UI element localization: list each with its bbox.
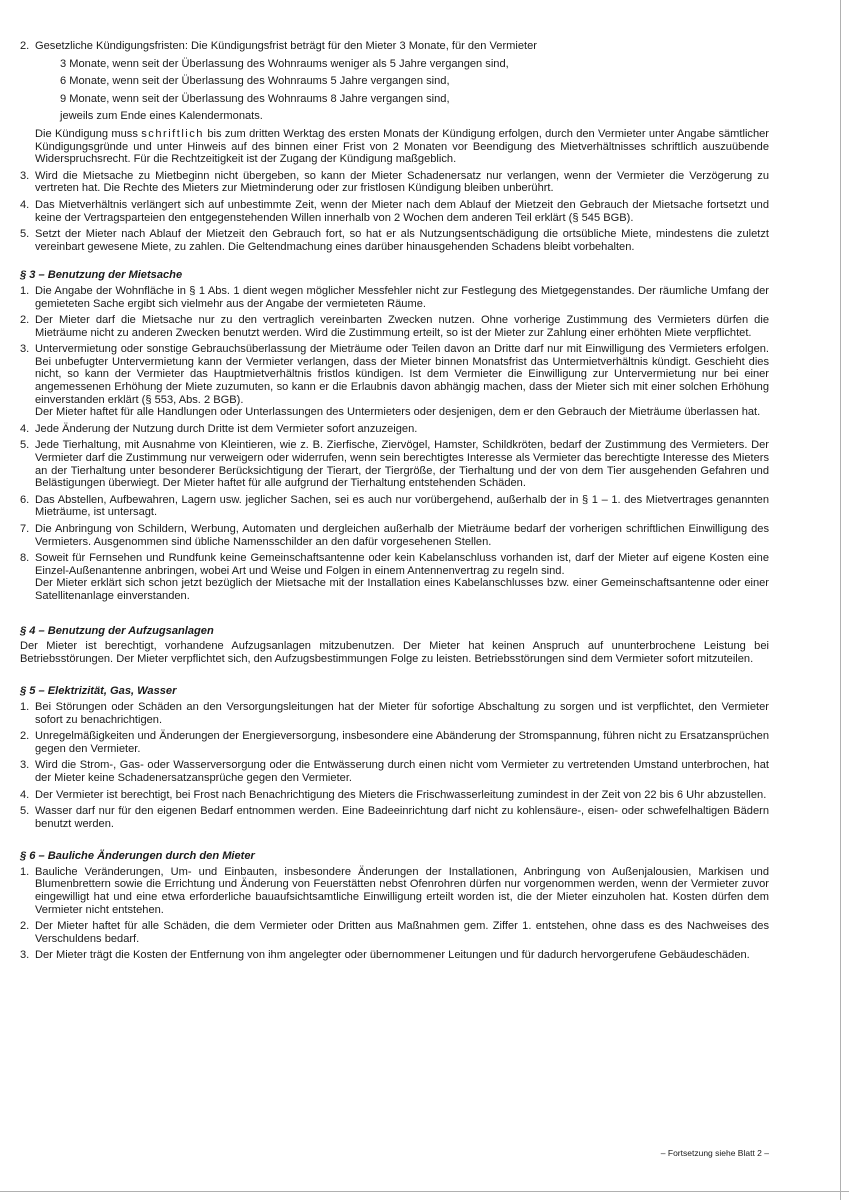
notice-period-line: 9 Monate, wenn seit der Überlassung des Wohnraums 8 Jahre vergangen sind, — [60, 92, 450, 105]
item-number: 4. — [20, 198, 30, 211]
text-part: Die Kündigung muss — [35, 127, 138, 140]
item-number: 1. — [20, 700, 30, 713]
item-text: Der Vermieter ist berechtigt, bei Frost nach Benachrichtigung des Mieters die Frischwasserleitung zumindest in der Zeit von 22 bis 6 Uhr abzustellen. — [35, 788, 767, 801]
item-text: Soweit für Fernsehen und Rundfunk keine Gemeinschaftsantenne oder kein Kabelanschluss vorhanden ist, darf der Mieter auf eigene Kosten eine Einzel-Außenantenne anbringen, wobei Art und Weise und Folgen in einem Antennenvertrag zu regeln sind. — [35, 552, 769, 577]
item-number: 2. — [20, 40, 30, 52]
item-text: Die Angabe der Wohnfläche in § 1 Abs. 1 dient wegen möglicher Messfehler nicht zur Festlegung des Mietgegenstandes. Der räumliche Umfang der gemieteten Sache ergibt sich vielmehr aus der Angabe der vermieteten Räume. — [35, 284, 769, 310]
emphasis-word: schriftlich — [141, 127, 204, 140]
s2-item-2 — [20, 40, 769, 166]
s2-item-2-intro: Gesetzliche Kündigungsfristen: Die Kündigungsfrist beträgt für den Mieter 3 Monate, für den Vermieter — [35, 40, 537, 52]
item-text: Die Anbringung von Schildern, Werbung, Automaten und dergleichen außerhalb der Mieträume bedarf der vorherigen schriftlichen Einwilligung des Vermieters. Ausgenommen sind übliche Namensschilder an den dafür vorgesehenen Stellen. — [35, 523, 769, 548]
section-heading-3: § 3 – Benutzung der Mietsache — [20, 269, 183, 282]
notice-period-line: jeweils zum Ende eines Kalendermonats. — [60, 110, 263, 123]
s6-item-3 — [20, 949, 769, 962]
item-text: Wird die Mietsache zu Mietbeginn nicht übergeben, so kann der Mieter Schadenersatz nur verlangen, wenn der Vermieter die Verzögerung zu vertreten hat. Die Rechte des Mieters zur Mietminderung oder zur fristlosen Kündigung bleiben unberührt. — [35, 169, 769, 195]
item-number: 2. — [20, 314, 30, 327]
item-text: Der Mieter darf die Mietsache nur zu den vertraglich vereinbarten Zwecken nutzen. Ohne vorherige Zustimmung des Vermieters dürfen die Mieträume nicht zu anderen Zwecken benutzt werden. Wird die Zustimmung erteilt, so ist der Mieter zur Zahlung einer erhöhten Miete verpflichtet. — [35, 314, 769, 339]
termination-form-paragraph — [35, 128, 769, 166]
s2-item-5 — [20, 228, 769, 253]
item-number: 3. — [20, 759, 30, 772]
item-number: 3. — [20, 169, 30, 182]
notice-period-line: 6 Monate, wenn seit der Überlassung des Wohnraums 5 Jahre vergangen sind, — [60, 75, 450, 88]
s5-item-4 — [20, 789, 769, 802]
item-text: Untervermietung oder sonstige Gebrauchsüberlassung der Mieträume oder Teilen davon an Dritte darf nur mit Einwilligung des Vermieters erfolgen. Bei unbefugter Untervermietung kann der Vermieter verlangen, dass der Mieter binnen Monatsfrist das Untermietverhältnis kündigt. Geschieht dies nicht, so kann der Vermieter das Hauptmietverhältnis fristlos kündigen. Ist dem Vermieter die Einwilligung zur Untervermietung nur bei einer angemessenen Erhöhung der Miete zuzumuten, so kann er die Erlaubnis davon abhängig machen, dass der Mieter sich mit einer solchen Erhöhung einverstanden erklärt (§ 553, Abs. 2 BGB). — [35, 343, 769, 406]
item-number: 2. — [20, 730, 30, 743]
item-number: 6. — [20, 493, 30, 506]
item-text: Wasser darf nur für den eigenen Bedarf entnommen werden. Eine Badeeinrichtung darf nicht zu kohlensäure-, eisen- oder schwefelhaltigen Bädern benutzt werden. — [35, 805, 769, 830]
contract-page — [20, 40, 769, 966]
section-heading-5: § 5 – Elektrizität, Gas, Wasser — [20, 685, 177, 698]
s5-item-5 — [20, 805, 769, 830]
item-number: 7. — [20, 523, 30, 535]
item-number: 5. — [20, 805, 30, 818]
notice-period-line: 3 Monate, wenn seit der Überlassung des Wohnraums weniger als 5 Jahre vergangen sind, — [60, 57, 509, 70]
item-number: 4. — [20, 422, 30, 435]
item-text: Bei Störungen oder Schäden an den Versorgungsleitungen hat der Mieter für sofortige Abschaltung zu sorgen und ist verpflichtet, den Vermieter sofort zu benachrichtigen. — [35, 700, 769, 726]
s3-item-1 — [20, 285, 769, 310]
page-edge-right — [840, 0, 841, 1200]
s3-item-3 — [20, 343, 769, 419]
section-heading-4: § 4 – Benutzung der Aufzugsanlagen — [20, 624, 214, 637]
s6-item-1 — [20, 866, 769, 916]
item-number: 8. — [20, 552, 30, 565]
s3-item-2 — [20, 314, 769, 339]
item-text: Wird die Strom-, Gas- oder Wasserversorgung oder die Entwässerung durch einen nicht vom Vermieter zu vertretenden Umstand unterbrochen, hat der Mieter keine Schadenersatzansprüche gegen den Vermieter. — [35, 759, 769, 784]
item-text: Jede Tierhaltung, mit Ausnahme von Kleintieren, wie z. B. Zierfische, Ziervögel, Hamster, Schildkröten, bedarf der Zustimmung des Vermieters. Der Vermieter darf die Zustimmung nur verweigern oder widerrufen, wenn sein berechtigtes Interesse als Vermieter das berechtigte Interesse des Mieters an der Tierhaltung unter besonderer Berücksichtigung der Tierart, der Tiergröße, der Tierhaltung und der von dem Tier ausgehenden Gefahren und Belästigungen überwiegt. Der Mieter haftet für alle aufgrund der Tierhaltung entstehenden Schäden. — [35, 439, 769, 490]
s4-paragraph: Der Mieter ist berechtigt, vorhandene Aufzugsanlagen mitzubenutzen. Der Mieter hat keinen Anspruch auf ununterbrochene Leistung bei Betriebsstörungen. Der Mieter verpflichtet sich, den Aufzugsbestimmungen Folge zu leisten. Betriebsstörungen sind dem Vermieter sofort mitzuteilen. — [20, 640, 769, 665]
item-number: 1. — [20, 865, 30, 878]
item-text: Der Mieter haftet für alle Schäden, die dem Vermieter oder Dritten aus Maßnahmen gem. Ziffer 1. entstehen, ohne dass es des Nachweises des Verschuldens bedarf. — [35, 920, 769, 945]
s3-item-5 — [20, 439, 769, 489]
item-number: 2. — [20, 920, 30, 933]
s6-item-2 — [20, 920, 769, 945]
item-text: Bauliche Veränderungen, Um- und Einbauten, insbesondere Änderungen der Installationen, Anbringung von Außenjalousien, Markisen und Blumenbrettern sowie die Errichtung und Änderung von Feuerstätten nebst Ofenrohren dürfen nur vorgenommen werden, wenn der Vermieter zuvor eingewilligt hat und eine etwa erforderliche bauaufsichtsamtliche Einwilligung erteilt worden ist, die der Mieter einzuholen hat. Kosten dürfen dem Vermieter nicht entstehen. — [35, 865, 769, 916]
item-text: Das Mietverhältnis verlängert sich auf unbestimmte Zeit, wenn der Mieter nach dem Ablauf der Mietzeit den Gebrauch der Mietsache fortsetzt und keine der Vertragsparteien den entgegenstehenden Willen innerhalb von 2 Wochen dem anderen Teil erklärt (§ 545 BGB). — [35, 198, 769, 224]
s5-item-2 — [20, 730, 769, 755]
item-number: 5. — [20, 439, 30, 452]
item-number: 5. — [20, 228, 30, 241]
item-number: 1. — [20, 284, 30, 297]
text-part: bis zum dritten Werktag des ersten Monats der Kündigung erfolgen, durch den Vermieter unter Angabe sämtlicher Kündigungsgründe und unter Hinweis auf des binnen einer Frist von 2 Monaten vor Beendigung des Mietverhältnisses schriftlich auszuübende Widerspruchsrecht. Für die Rechtzeitigkeit ist der Zugang der Kündigung maßgeblich. — [35, 127, 769, 166]
item-text: Jede Änderung der Nutzung durch Dritte ist dem Vermieter sofort anzuzeigen. — [35, 422, 418, 435]
item-text: Setzt der Mieter nach Ablauf der Mietzeit den Gebrauch fort, so hat er als Nutzungsentschädigung die ortsübliche Miete, mindestens die zuletzt vereinbart gewesene Miete, zu zahlen. Die Geltendmachung eines darüber hinausgehenden Schadens bleibt vorbehalten. — [35, 228, 769, 253]
item-text: Unregelmäßigkeiten und Änderungen der Energieversorgung, insbesondere eine Abänderung der Stromspannung, führen nicht zu Ersatzansprüchen gegen den Vermieter. — [35, 730, 769, 755]
item-text: Der Mieter trägt die Kosten der Entfernung von ihm angelegter oder übernommener Leitungen und für dadurch hervorgerufene Gebäudeschäden. — [35, 949, 750, 962]
item-number: 3. — [20, 949, 30, 962]
continuation-note: – Fortsetzung siehe Blatt 2 – — [660, 1148, 769, 1158]
s5-item-1 — [20, 701, 769, 726]
item-number: 4. — [20, 788, 30, 801]
item-text: Das Abstellen, Aufbewahren, Lagern usw. jeglicher Sachen, sei es auch nur vorübergehend, außerhalb der in § 1 – 1. des Mietvertrages genannten Mieträume, ist untersagt. — [35, 493, 769, 519]
item-number: 3. — [20, 343, 30, 356]
s3-item-4 — [20, 423, 769, 436]
page-edge-bottom — [0, 1191, 849, 1192]
item-text-continued: Der Mieter haftet für alle Handlungen oder Unterlassungen des Untermieters oder desjenigen, dem er den Gebrauch der Mieträume überlassen hat. — [35, 406, 761, 419]
s2-item-3 — [20, 170, 769, 195]
s3-item-7 — [20, 523, 769, 548]
s3-item-6 — [20, 494, 769, 519]
section-heading-6: § 6 – Bauliche Änderungen durch den Mieter — [20, 850, 255, 863]
s3-item-8 — [20, 552, 769, 602]
item-text-continued: Der Mieter erklärt sich schon jetzt bezüglich der Mietsache mit der Installation eines Kabelanschlusses bzw. einer Gemeinschaftsantenne oder einer Satellitenanlage einverstanden. — [35, 577, 769, 602]
s5-item-3 — [20, 759, 769, 784]
s2-item-4 — [20, 199, 769, 224]
